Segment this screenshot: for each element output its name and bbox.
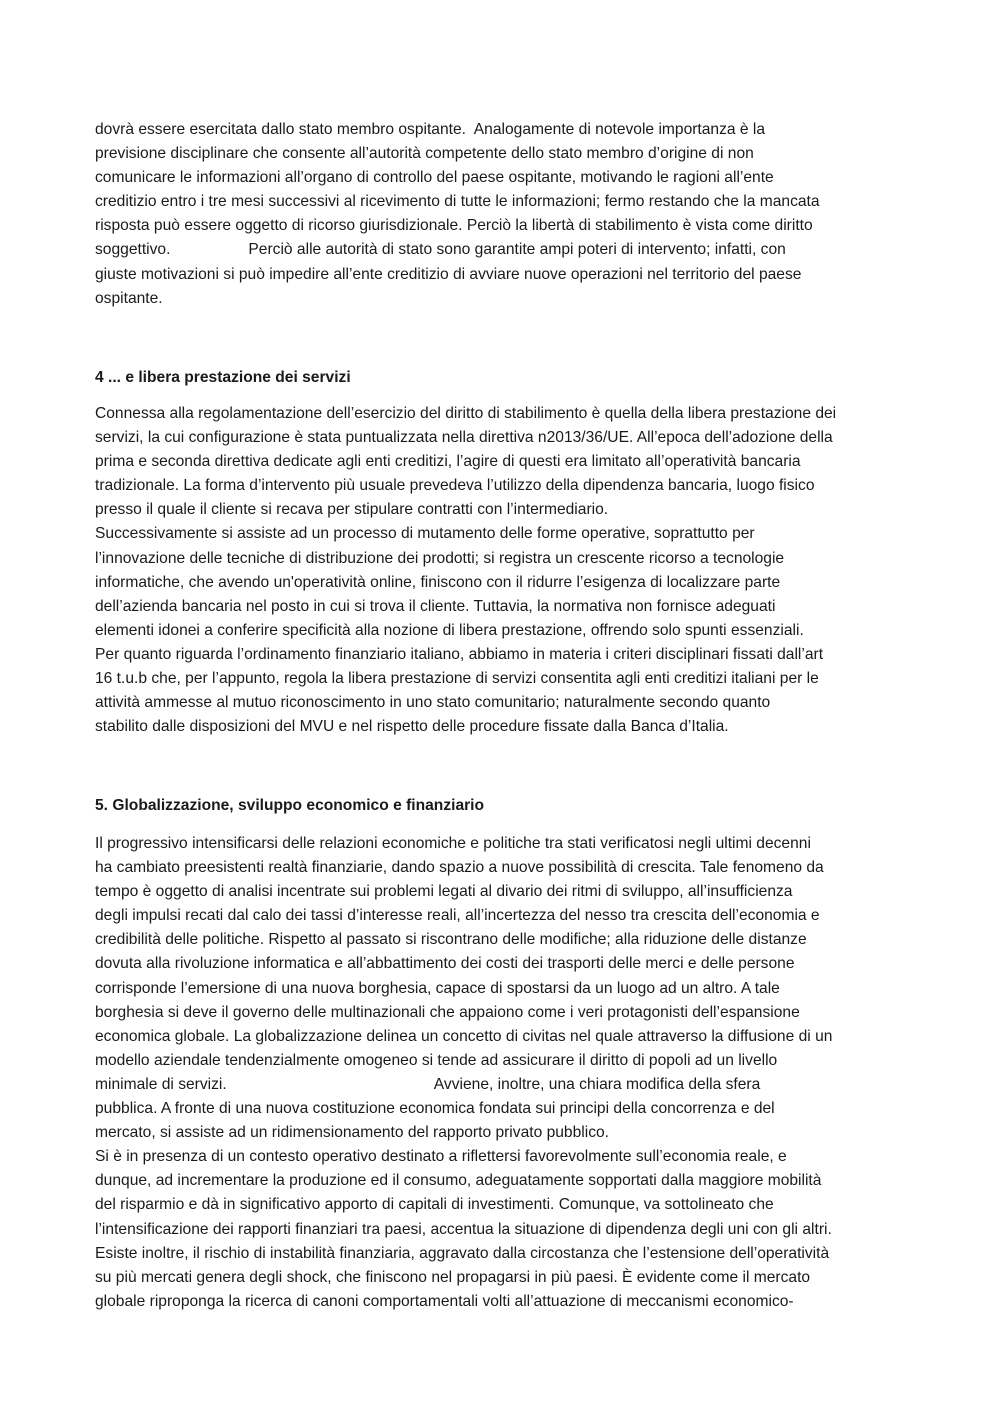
text-line: stabilito dalle disposizioni del MVU e nel rispetto delle procedure fissate dalla Banca d’Italia. (95, 718, 729, 736)
text-line: ospitante. (95, 289, 163, 307)
section-heading-5: 5. Globalizzazione, sviluppo economico e finanziario (95, 797, 485, 814)
text-line: presso il quale il cliente si recava per stipulare contratti con l’intermediario. (95, 501, 609, 519)
text-line: del risparmio e dà in significativo apporto di capitali di investimenti. Comunque, va sottolineato che (95, 1196, 774, 1214)
section-heading-4: 4 ... e libera prestazione dei servizi (95, 369, 351, 386)
text-line: tempo è oggetto di analisi incentrate sui problemi legati al divario dei ritmi di sviluppo, all’insufficienza (95, 883, 793, 901)
text-line: soggettivo. Perciò alle autorità di stato sono garantite ampi poteri di intervento; infatti, con (95, 241, 786, 259)
text-line: creditizio entro i tre mesi successivi al ricevimento di tutte le informazioni; fermo restando che la mancata (95, 193, 820, 211)
text-line: su più mercati genera degli shock, che finiscono nel propagarsi in più paesi. È evidente come il mercato (95, 1268, 811, 1286)
text-line: l’innovazione delle tecniche di distribuzione dei prodotti; si registra un crescente ricorso a tecnologie (95, 549, 785, 567)
text-line: attività ammesse al mutuo riconoscimento in uno stato comunitario; naturalmente secondo quanto (95, 694, 771, 712)
text-line: corrisponde l’emersione di una nuova borghesia, capace di spostarsi da un luogo ad un altro. A tale (95, 979, 780, 997)
text-line: economica globale. La globalizzazione delinea un concetto di civitas nel quale attraverso la diffusione di un (95, 1027, 833, 1045)
text-line: tradizionale. La forma d’intervento più usuale prevedeva l’utilizzo della dipendenza bancaria, luogo fisico (95, 477, 815, 495)
text-line: globale riproponga la ricerca di canoni comportamentali volti all’attuazione di meccanismi economico- (95, 1292, 794, 1310)
text-line: dovrà essere esercitata dallo stato membro ospitante. Analogamente di notevole importanza è la (95, 121, 766, 138)
text-line: elementi idonei a conferire specificità alla nozione di libera prestazione, offrendo solo spunti essenziali. (95, 621, 804, 639)
text-line: servizi, la cui configurazione è stata puntualizzata nella direttiva n2013/36/UE. All’epoca dell’adozione della (95, 429, 833, 447)
text-line: l’intensificazione dei rapporti finanziari tra paesi, accentua la situazione di dipendenza degli uni con gli altri. (95, 1220, 832, 1238)
text-line: giuste motivazioni si può impedire all’ente creditizio di avviare nuove operazioni nel territorio del paese (95, 265, 802, 283)
text-line: prima e seconda direttiva dedicate agli enti creditizi, l’agire di questi era limitato all’operatività bancaria (95, 453, 801, 471)
text-line: borghesia si deve il governo delle multinazionali che appaiono come i veri protagonisti dell’espansione (95, 1003, 800, 1021)
text-line: previsione disciplinare che consente all’autorità competente dello stato membro d’origine di non (95, 145, 754, 163)
text-line: informatiche, che avendo un'operatività online, finiscono con il ridurre l’esigenza di localizzare parte (95, 573, 781, 591)
text-line: minimale di servizi. Avviene, inoltre, una chiara modifica della sfera (95, 1075, 761, 1093)
text-line: Successivamente si assiste ad un processo di mutamento delle forme operative, soprattutto per (95, 525, 755, 543)
text-line: Esiste inoltre, il rischio di instabilità finanziaria, aggravato dalla circostanza che l’estensione dell’operatività (95, 1244, 830, 1262)
text-line: mercato, si assiste ad un ridimensionamento del rapporto privato pubblico. (95, 1124, 609, 1142)
text-line: Connessa alla regolamentazione dell’esercizio del diritto di stabilimento è quella della libera prestazione dei (95, 405, 837, 422)
text-line: credibilità delle politiche. Rispetto al passato si riscontrano delle modifiche; alla riduzione delle distanze (95, 931, 807, 949)
paragraph-block-intro (95, 118, 925, 311)
text-line: Il progressivo intensificarsi delle relazioni economiche e politiche tra stati verificatosi negli ultimi decenni (95, 835, 811, 852)
text-line: risposta può essere oggetto di ricorso giurisdizionale. Perciò la libertà di stabilimento è vista come diritto (95, 217, 813, 235)
text-line: dovuta alla rivoluzione informatica e all’abbattimento dei costi dei trasporti delle merci e delle persone (95, 955, 795, 973)
text-line: 16 t.u.b che, per l’appunto, regola la libera prestazione di servizi consentita agli enti creditizi italiani per le (95, 670, 819, 688)
text-line: Si è in presenza di un contesto operativo destinato a riflettersi favorevolmente sull’economia reale, e (95, 1148, 787, 1166)
text-line: dell’azienda bancaria nel posto in cui si trova il cliente. Tuttavia, la normativa non fornisce adeguati (95, 597, 776, 615)
paragraph-block-section-5 (95, 832, 925, 1314)
text-line: comunicare le informazioni all’organo di controllo del paese ospitante, motivando le ragioni all’ente (95, 169, 774, 187)
text-line: Per quanto riguarda l’ordinamento finanziario italiano, abbiamo in materia i criteri disciplinari fissati dall’art (95, 645, 824, 663)
paragraph-block-section-4 (95, 402, 925, 739)
text-line: modello aziendale tendenzialmente omogeneo si tende ad assicurare il diritto di popoli ad un livello (95, 1051, 778, 1069)
text-line: ha cambiato preesistenti realtà finanziarie, dando spazio a nuove possibilità di crescita. Tale fenomeno da (95, 859, 824, 877)
text-line: degli impulsi recati dal calo dei tassi d’interesse reali, all’incertezza del nesso tra crescita dell’economia e (95, 907, 820, 925)
text-line: pubblica. A fronte di una nuova costituzione economica fondata sui principi della concorrenza e del (95, 1100, 775, 1118)
text-line: dunque, ad incrementare la produzione ed il consumo, adeguatamente sopportati dalla maggiore mobilità (95, 1172, 822, 1190)
